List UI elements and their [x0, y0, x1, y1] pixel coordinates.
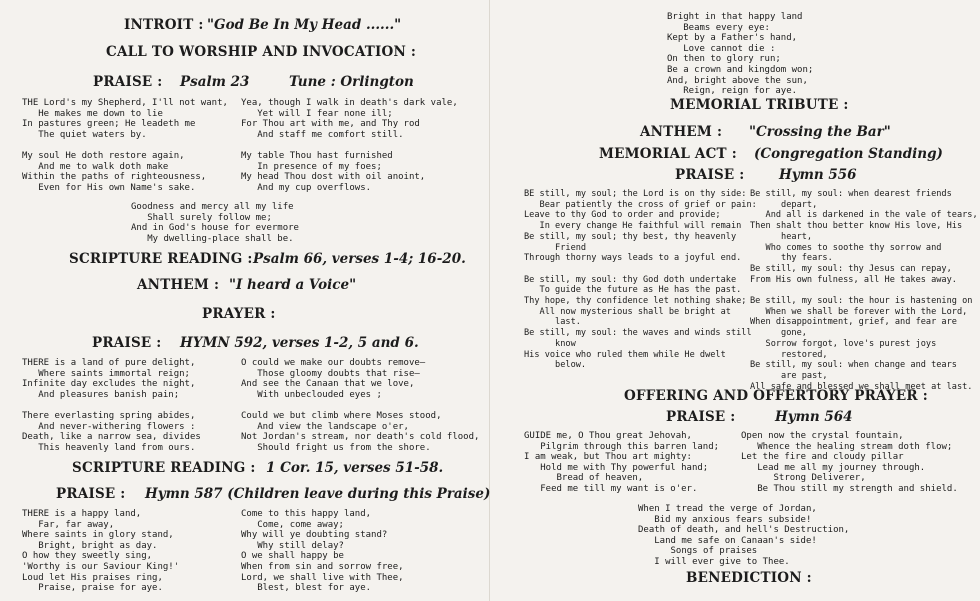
verse-line: Be a crown and kingdom won; [667, 64, 814, 75]
verse-line: Bright in that happy land [667, 12, 803, 22]
verse-line: 'Worthy is our Saviour King!' [22, 561, 180, 572]
hymn556-column-2 [750, 189, 978, 392]
verse-line: Be still, my soul: thy Jesus can repay, [750, 263, 952, 274]
verse-line: Why will ye doubting stand? [241, 530, 388, 541]
praise-hymn556-title: Hymn 556 [779, 167, 857, 183]
verse-line: Thy hope, thy confidence let nothing shake; [524, 296, 747, 307]
verse-line: Bid my anxious fears subside! [638, 514, 812, 525]
psalm23-column-1 [22, 98, 228, 193]
verse-line: Let the fire and cloudy pillar [741, 452, 904, 463]
verse-line: And view the landscape o'er, [241, 421, 409, 432]
verse-line: In presence of my foes; [241, 161, 382, 172]
verse-line: Should fright us from the shore. [241, 442, 431, 453]
verse-line: Be still, my soul: thy God doth undertake [524, 274, 737, 285]
verse-line: Yea, though I walk in death's dark vale, [241, 98, 458, 108]
verse-line: Death of death, and hell's Destruction, [638, 525, 850, 536]
praise-hymn592-label: PRAISE : [92, 335, 162, 351]
verse-line: Be still, my soul; thy best, thy heavenly [524, 231, 737, 242]
verse-line: Land me safe on Canaan's side! [638, 535, 817, 546]
verse-line: My table Thou hast furnished [241, 150, 393, 161]
praise-hymn564-title: Hymn 564 [775, 409, 853, 425]
verse-line: And see the Canaan that we love, [241, 379, 415, 390]
verse-line: GUIDE me, O Thou great Jehovah, [524, 431, 692, 441]
verse-line: In every change He faithful will remain [524, 221, 742, 232]
verse-line: Love cannot die : [667, 43, 776, 54]
hymn564-column-2 [741, 431, 958, 495]
offering-heading: OFFERING AND OFFERTORY PRAYER : [624, 388, 928, 404]
verse-line: Death, like a narrow sea, divides [22, 432, 201, 443]
verse-line: Kept by a Father's hand, [667, 33, 798, 44]
memorial-tribute-heading: MEMORIAL TRIBUTE : [670, 97, 849, 113]
verse-line: My dwelling-place shall be. [131, 233, 294, 244]
verse-line: This heavenly land from ours. [22, 442, 196, 453]
verse-line: know [524, 338, 576, 349]
verse-line: My head Thou dost with oil anoint, [241, 172, 426, 183]
verse-line: Friend [524, 242, 587, 253]
verse-line: Blest, blest for aye. [241, 583, 372, 594]
verse-line: And my cup overflows. [241, 182, 372, 193]
verse-line: O could we make our doubts remove— [241, 358, 426, 368]
praise-hymn556-label: PRAISE : [675, 167, 745, 183]
verse-line: He makes me down to lie [22, 108, 163, 119]
call-to-worship-heading: CALL TO WORSHIP AND INVOCATION : [106, 44, 417, 60]
verse-line: Open now the crystal fountain, [741, 431, 904, 441]
verse-line [241, 140, 458, 151]
memorial-act-title: (Congregation Standing) [754, 146, 943, 162]
verse-line: Within the paths of righteousness, [22, 172, 207, 183]
verse-line: Loud let His praises ring, [22, 572, 163, 583]
verse-line: Hold me with Thy powerful hand; [524, 462, 709, 473]
verse-line: To guide the future as He has the past. [524, 285, 742, 296]
verse-line: Come to this happy land, [241, 509, 372, 519]
verse-line: With unbeclouded eyes ; [241, 389, 382, 400]
introit-label: INTROIT : [124, 17, 204, 33]
verse-line: Songs of praises [638, 546, 758, 557]
verse-line: And me to walk doth make [22, 161, 169, 172]
verse-line: There everlasting spring abides, [22, 410, 196, 421]
verse-line [524, 264, 757, 275]
anthem-2-title: "Crossing the Bar" [749, 124, 891, 140]
verse-line: All now mysterious shall be bright at [524, 306, 731, 317]
verse-line: gone, [750, 328, 807, 339]
scripture-reading-1-label: SCRIPTURE READING : [69, 251, 253, 267]
scripture-reading-2-label: SCRIPTURE READING : [72, 460, 256, 476]
verse-line [22, 400, 201, 411]
hymn587-final-verse [667, 12, 813, 97]
verse-line: And staff me comfort still. [241, 129, 404, 140]
verse-line: Whence the healing stream doth flow; [741, 441, 953, 452]
verse-line: I will ever give to Thee. [638, 556, 790, 567]
verse-line: From His own fulness, all He takes away. [750, 274, 957, 285]
verse-line: Reign, reign for aye. [667, 86, 798, 97]
hymn564-final-verse [638, 504, 849, 568]
verse-line: Goodness and mercy all my life [131, 202, 294, 212]
psalm23-final-verse [131, 202, 299, 244]
scripture-reading-1-title: Psalm 66, verses 1-4; 16-20. [253, 251, 466, 267]
verse-line: When from sin and sorrow free, [241, 561, 404, 572]
verse-line: Bright, bright as day. [22, 540, 158, 551]
verse-line: restored, [750, 349, 828, 360]
verse-line: Be still, my soul: the hour is hastening on [750, 296, 973, 307]
introit-title: "God Be In My Head ......" [207, 17, 402, 33]
verse-line: Why still delay? [241, 540, 344, 551]
praise-psalm23-title: Psalm 23 [180, 74, 250, 90]
verse-line: Come, come away; [241, 519, 344, 530]
praise-psalm23-label: PRAISE : [93, 74, 163, 90]
benediction-heading: BENEDICTION : [686, 570, 812, 586]
verse-line: His voice who ruled them while He dwelt [524, 349, 726, 360]
verse-line [22, 140, 228, 151]
verse-line: Those gloomy doubts that rise— [241, 368, 420, 379]
verse-line: thy fears. [750, 253, 833, 264]
verse-line: depart, [750, 199, 818, 210]
verse-line: Even for His own Name's sake. [22, 182, 196, 193]
verse-line: In pastures green; He leadeth me [22, 119, 196, 130]
verse-line: And, bright above the sun, [667, 75, 808, 86]
verse-line: My soul He doth restore again, [22, 150, 185, 161]
hymn556-column-1 [524, 189, 757, 371]
hymn592-column-1 [22, 358, 201, 453]
verse-line: Be Thou still my strength and shield. [741, 483, 958, 494]
verse-line: I am weak, but Thou art mighty: [524, 452, 692, 463]
hymn587-column-2 [241, 509, 404, 594]
verse-line: All safe and blessed we shall meet at last. [750, 381, 973, 392]
verse-line [241, 400, 479, 411]
verse-line: below. [524, 360, 587, 371]
verse-line: Infinite day excludes the night, [22, 379, 196, 390]
verse-line: Where saints immortal reign; [22, 368, 190, 379]
verse-line: When I tread the verge of Jordan, [638, 504, 817, 514]
praise-hymn592-title: HYMN 592, verses 1-2, 5 and 6. [180, 335, 419, 351]
verse-line: Through thorny ways leads to a joyful end. [524, 253, 742, 264]
praise-hymn564-label: PRAISE : [666, 409, 736, 425]
verse-line: Yet will I fear none ill; [241, 108, 393, 119]
verse-line: Could we but climb where Moses stood, [241, 410, 442, 421]
verse-line: Bread of heaven, [524, 473, 644, 484]
verse-line: THERE is a happy land, [22, 509, 142, 519]
verse-line: Sorrow forgot, love's purest joys [750, 338, 937, 349]
verse-line: And pleasures banish pain; [22, 389, 180, 400]
anthem-2-label: ANTHEM : [640, 124, 723, 140]
verse-line: are past, [750, 370, 828, 381]
psalm23-column-2 [241, 98, 458, 193]
verse-line: Not Jordan's stream, nor death's cold flood, [241, 432, 480, 443]
verse-line: Pilgrim through this barren land; [524, 441, 720, 452]
anthem-1-title: "I heard a Voice" [229, 277, 357, 293]
praise-hymn587-label: PRAISE : [56, 486, 126, 502]
praise-psalm23-tune: Tune : Orlington [289, 74, 414, 90]
verse-line: And in God's house for evermore [131, 223, 299, 234]
verse-line: O we shall happy be [241, 551, 344, 562]
anthem-1-label: ANTHEM : [137, 277, 220, 293]
verse-line: BE still, my soul; the Lord is on thy side: [524, 189, 747, 199]
verse-line: Be still, my soul: when dearest friends [750, 189, 952, 199]
verse-line: THERE is a land of pure delight, [22, 358, 196, 368]
verse-line: Lord, we shall live with Thee, [241, 572, 404, 583]
verse-line: Where saints in glory stand, [22, 530, 174, 541]
verse-line [750, 285, 978, 296]
verse-line: Praise, praise for aye. [22, 583, 163, 594]
verse-line: Leave to thy God to order and provide; [524, 210, 721, 221]
hymn564-column-1 [524, 431, 719, 495]
praise-hymn587-title: Hymn 587 (Children leave during this Praise) [145, 486, 491, 502]
verse-line: The quiet waters by. [22, 129, 147, 140]
verse-line: On then to glory run; [667, 54, 781, 65]
hymn592-column-2 [241, 358, 479, 453]
verse-line: Feed me till my want is o'er. [524, 483, 698, 494]
prayer-heading: PRAYER : [202, 306, 276, 322]
verse-line: Far, far away, [22, 519, 115, 530]
verse-line: Who comes to soothe thy sorrow and [750, 242, 942, 253]
verse-line: Strong Deliverer, [741, 473, 866, 484]
verse-line: O how they sweetly sing, [22, 551, 153, 562]
verse-line: For Thou art with me, and Thy rod [241, 119, 420, 130]
verse-line: Be still, my soul: when change and tears [750, 360, 957, 371]
verse-line: Lead me all my journey through. [741, 462, 926, 473]
hymn587-column-1 [22, 509, 179, 594]
verse-line: When we shall be forever with the Lord, [750, 306, 968, 317]
verse-line: And all is darkened in the vale of tears, [750, 210, 978, 221]
right-page [490, 0, 980, 601]
verse-line: Then shalt thou better know His love, His [750, 221, 963, 232]
verse-line: THE Lord's my Shepherd, I'll not want, [22, 98, 228, 108]
scripture-reading-2-title: 1 Cor. 15, verses 51-58. [266, 460, 444, 476]
verse-line: heart, [750, 231, 813, 242]
memorial-act-label: MEMORIAL ACT : [599, 146, 737, 162]
verse-line: Be still, my soul: the waves and winds still [524, 328, 752, 339]
verse-line: Beams every eye: [667, 22, 770, 33]
verse-line: Bear patiently the cross of grief or pain: [524, 199, 757, 210]
verse-line: Shall surely follow me; [131, 212, 272, 223]
verse-line: And never-withering flowers : [22, 421, 196, 432]
verse-line: When disappointment, grief, and fear are [750, 317, 957, 328]
verse-line: last. [524, 317, 581, 328]
